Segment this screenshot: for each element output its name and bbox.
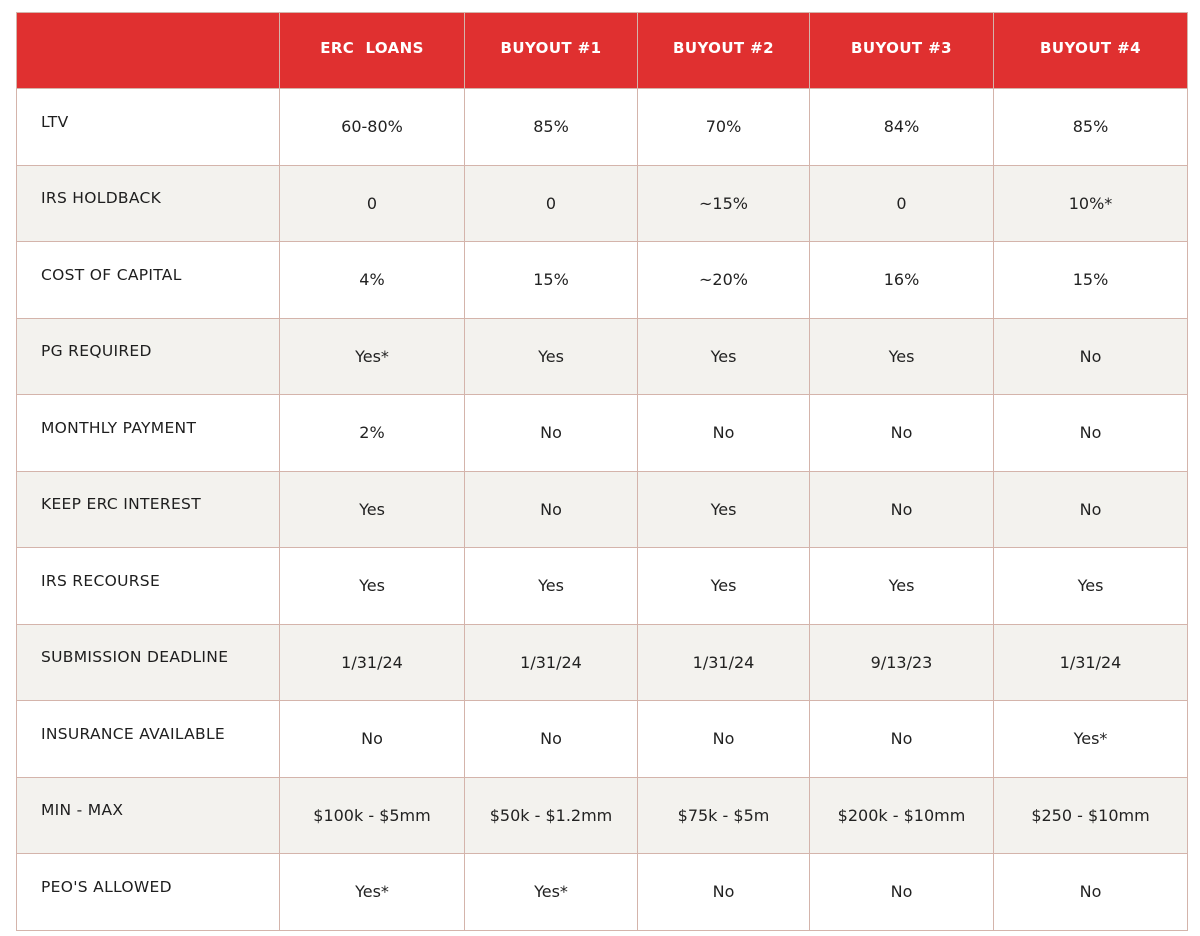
- cell-buyout-3: Yes: [810, 318, 994, 395]
- cell-buyout-3: $200k - $10mm: [810, 777, 994, 854]
- cell-buyout-1: 1/31/24: [465, 624, 638, 701]
- cell-buyout-4: $250 - $10mm: [994, 777, 1188, 854]
- table-row: [17, 548, 1188, 625]
- cell-buyout-2: No: [638, 701, 810, 778]
- row-label: SUBMISSION DEADLINE: [17, 624, 280, 701]
- cell-erc-loans: $100k - $5mm: [280, 777, 465, 854]
- row-label: LTV: [17, 89, 280, 166]
- cell-buyout-2: Yes: [638, 318, 810, 395]
- column-header-buyout-1: BUYOUT #1: [465, 13, 638, 89]
- column-header-buyout-4: BUYOUT #4: [994, 13, 1188, 89]
- row-label: INSURANCE AVAILABLE: [17, 701, 280, 778]
- cell-buyout-3: No: [810, 395, 994, 472]
- cell-buyout-1: No: [465, 395, 638, 472]
- cell-buyout-1: No: [465, 471, 638, 548]
- cell-buyout-1: $50k - $1.2mm: [465, 777, 638, 854]
- table-row: [17, 89, 1188, 166]
- row-label: MONTHLY PAYMENT: [17, 395, 280, 472]
- comparison-table: [16, 12, 1188, 931]
- column-header-buyout-2: BUYOUT #2: [638, 13, 810, 89]
- row-label: PG REQUIRED: [17, 318, 280, 395]
- cell-buyout-4: Yes: [994, 548, 1188, 625]
- table-row: [17, 318, 1188, 395]
- row-label: IRS RECOURSE: [17, 548, 280, 625]
- cell-buyout-4: No: [994, 395, 1188, 472]
- cell-buyout-4: No: [994, 318, 1188, 395]
- cell-erc-loans: Yes: [280, 471, 465, 548]
- cell-buyout-4: 85%: [994, 89, 1188, 166]
- cell-buyout-3: 16%: [810, 242, 994, 319]
- cell-buyout-2: No: [638, 395, 810, 472]
- cell-buyout-1: Yes: [465, 548, 638, 625]
- cell-erc-loans: 4%: [280, 242, 465, 319]
- cell-buyout-2: No: [638, 854, 810, 931]
- row-label: COST OF CAPITAL: [17, 242, 280, 319]
- table-row: [17, 777, 1188, 854]
- cell-buyout-3: No: [810, 471, 994, 548]
- row-label: IRS HOLDBACK: [17, 165, 280, 242]
- cell-buyout-1: Yes: [465, 318, 638, 395]
- table-row: [17, 854, 1188, 931]
- table-row: [17, 165, 1188, 242]
- cell-buyout-4: No: [994, 854, 1188, 931]
- cell-erc-loans: 0: [280, 165, 465, 242]
- cell-buyout-2: Yes: [638, 471, 810, 548]
- cell-erc-loans: 60-80%: [280, 89, 465, 166]
- table-row: [17, 242, 1188, 319]
- row-label: MIN - MAX: [17, 777, 280, 854]
- cell-erc-loans: Yes: [280, 548, 465, 625]
- cell-buyout-3: 9/13/23: [810, 624, 994, 701]
- cell-buyout-2: $75k - $5m: [638, 777, 810, 854]
- cell-erc-loans: Yes*: [280, 318, 465, 395]
- cell-buyout-1: 85%: [465, 89, 638, 166]
- header-corner-cell: [17, 13, 280, 89]
- cell-buyout-3: 84%: [810, 89, 994, 166]
- cell-buyout-4: Yes*: [994, 701, 1188, 778]
- cell-buyout-3: 0: [810, 165, 994, 242]
- table-body: [17, 89, 1188, 931]
- cell-buyout-3: Yes: [810, 548, 994, 625]
- cell-buyout-1: 15%: [465, 242, 638, 319]
- cell-buyout-2: ~20%: [638, 242, 810, 319]
- cell-erc-loans: 2%: [280, 395, 465, 472]
- cell-buyout-1: No: [465, 701, 638, 778]
- cell-erc-loans: 1/31/24: [280, 624, 465, 701]
- column-header-buyout-3: BUYOUT #3: [810, 13, 994, 89]
- cell-buyout-1: Yes*: [465, 854, 638, 931]
- header-row: [17, 13, 1188, 89]
- column-header-erc-loans: ERC LOANS: [280, 13, 465, 89]
- row-label: PEO'S ALLOWED: [17, 854, 280, 931]
- table-row: [17, 395, 1188, 472]
- cell-erc-loans: No: [280, 701, 465, 778]
- cell-buyout-3: No: [810, 854, 994, 931]
- cell-erc-loans: Yes*: [280, 854, 465, 931]
- cell-buyout-1: 0: [465, 165, 638, 242]
- cell-buyout-4: 1/31/24: [994, 624, 1188, 701]
- cell-buyout-2: 70%: [638, 89, 810, 166]
- cell-buyout-2: Yes: [638, 548, 810, 625]
- cell-buyout-4: No: [994, 471, 1188, 548]
- cell-buyout-4: 15%: [994, 242, 1188, 319]
- table-header: [17, 13, 1188, 89]
- comparison-table-container: [16, 12, 1188, 931]
- cell-buyout-2: ~15%: [638, 165, 810, 242]
- table-row: [17, 701, 1188, 778]
- table-row: [17, 471, 1188, 548]
- cell-buyout-3: No: [810, 701, 994, 778]
- cell-buyout-2: 1/31/24: [638, 624, 810, 701]
- row-label: KEEP ERC INTEREST: [17, 471, 280, 548]
- table-row: [17, 624, 1188, 701]
- cell-buyout-4: 10%*: [994, 165, 1188, 242]
